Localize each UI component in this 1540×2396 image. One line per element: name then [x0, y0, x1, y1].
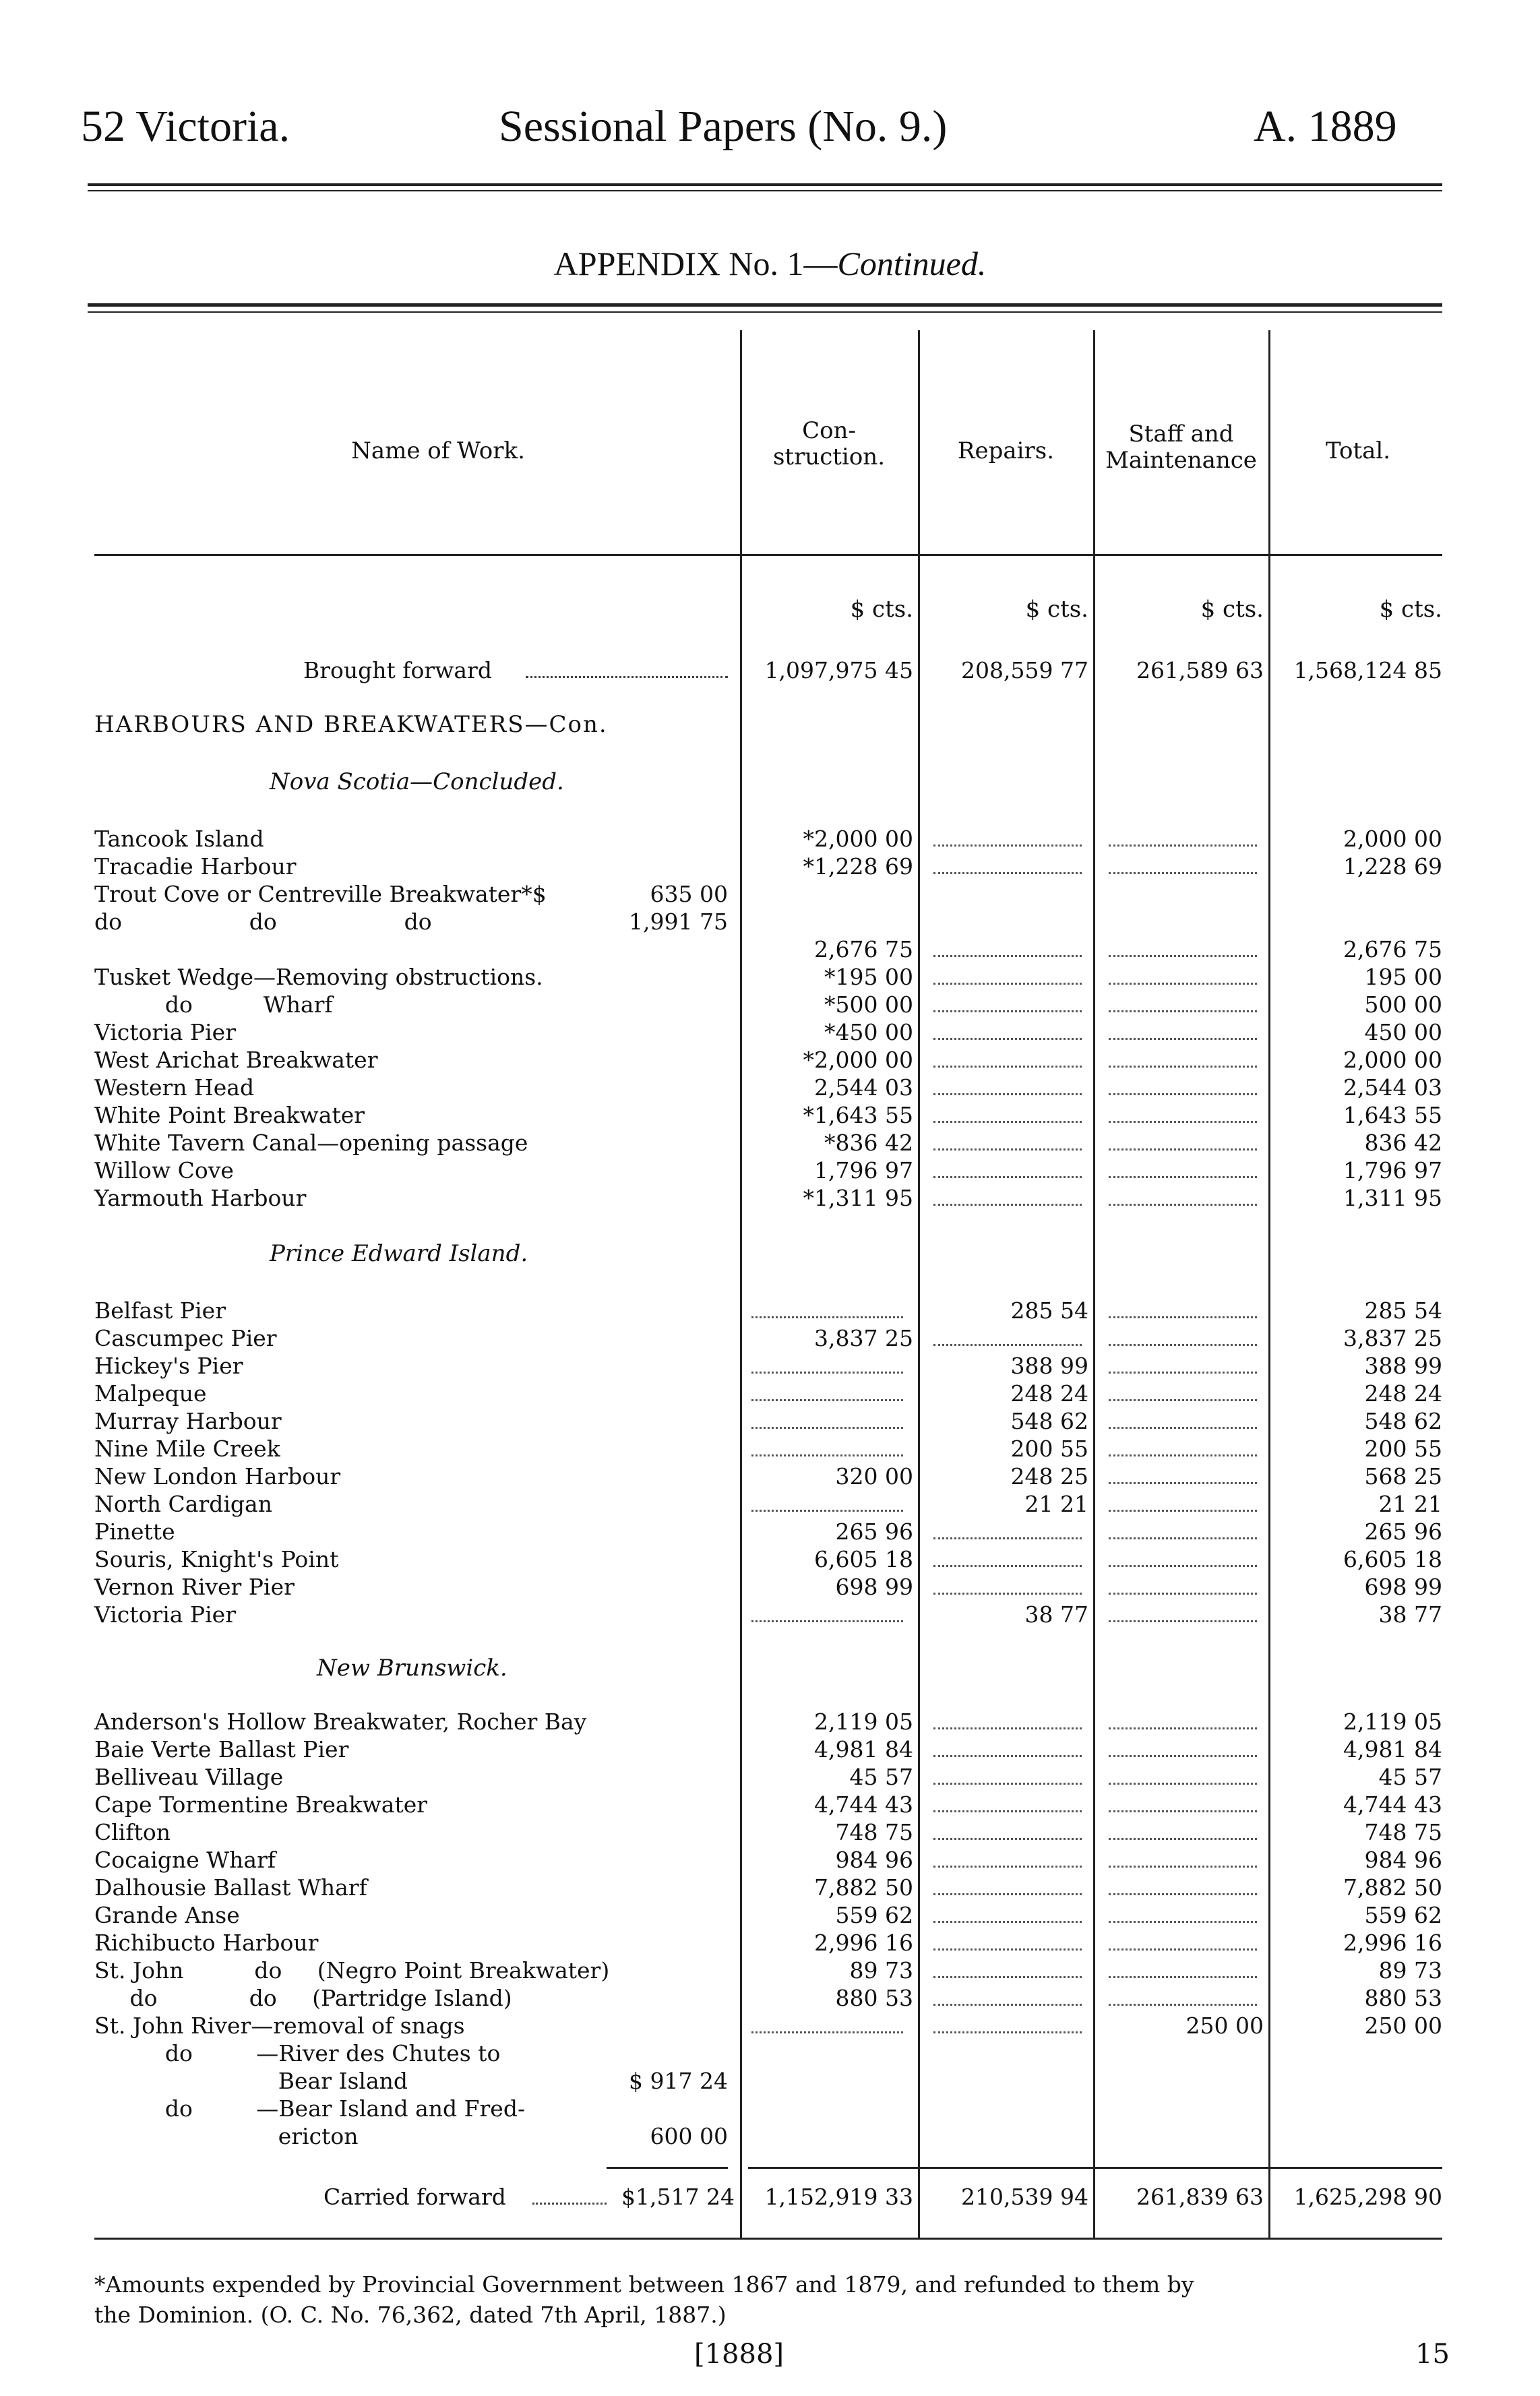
cell-repairs: 285 54	[1010, 1297, 1088, 1324]
unit-total: $ cts.	[1379, 596, 1442, 623]
cell-construction: 1,097,975 45	[764, 657, 913, 683]
work-name: Clifton	[94, 1819, 171, 1845]
dotted-leader	[1109, 1344, 1257, 1346]
dotted-leader	[1109, 1482, 1257, 1484]
dotted-leader	[1109, 872, 1257, 874]
cell-construction: 45 57	[849, 1764, 913, 1790]
dotted-leader	[1109, 1783, 1257, 1785]
dotted-leader	[1109, 844, 1257, 847]
cell-repairs: 210,539 94	[961, 2184, 1088, 2210]
table-row	[0, 1463, 1540, 1490]
table-row	[0, 881, 1540, 908]
cell-construction: 2,676 75	[814, 936, 913, 962]
footnote-line2: the Dominion. (O. C. No. 76,362, dated 7th April, 1887.)	[94, 2302, 727, 2328]
table-row	[0, 1157, 1540, 1184]
table-row	[0, 1902, 1540, 1929]
table-row	[0, 853, 1540, 880]
dotted-leader	[933, 1344, 1082, 1346]
cell-construction: 2,996 16	[814, 1930, 913, 1956]
dotted-leader	[1109, 1565, 1257, 1567]
unit-repairs: $ cts.	[1025, 596, 1088, 623]
cell-construction: 880 53	[835, 1985, 913, 2011]
dotted-leader	[933, 1148, 1082, 1150]
table-row	[0, 1047, 1540, 1074]
dotted-leader	[933, 1038, 1082, 1040]
dotted-leader	[751, 1372, 903, 1374]
dotted-leader	[1109, 1948, 1257, 1950]
header-rule	[88, 183, 1442, 186]
table-top-rule	[88, 303, 1442, 307]
cell-construction: *2,000 00	[803, 1047, 913, 1073]
table-row	[0, 1874, 1540, 1901]
table-row	[0, 1353, 1540, 1380]
cell-construction: *1,643 55	[803, 1102, 913, 1128]
dotted-leader	[1109, 1427, 1257, 1429]
table-row	[0, 1930, 1540, 1957]
table-row	[0, 1380, 1540, 1407]
table-row	[0, 1130, 1540, 1157]
work-name: Grande Anse	[94, 1902, 240, 1928]
cell-repairs: 248 24	[1010, 1380, 1088, 1407]
cell-construction: 748 75	[835, 1819, 913, 1845]
dotted-leader	[751, 2031, 903, 2033]
cell-repairs: 38 77	[1024, 1601, 1088, 1628]
dotted-leader	[1109, 1810, 1257, 1812]
dotted-leader	[933, 1810, 1082, 1812]
table-row	[0, 1709, 1540, 1735]
cell-total: 500 00	[1364, 991, 1442, 1018]
cell-construction: 984 96	[835, 1847, 913, 1873]
column-header-rule	[94, 554, 1442, 556]
dotted-leader	[1109, 1976, 1257, 1978]
cell-total: 2,119 05	[1343, 1709, 1442, 1735]
cell-construction: 1,796 97	[814, 1157, 913, 1184]
table-row	[0, 1102, 1540, 1129]
cell-repairs: 388 99	[1010, 1353, 1088, 1379]
dotted-leader	[933, 1976, 1082, 1978]
dotted-leader	[1109, 1038, 1257, 1040]
dotted-leader	[933, 1176, 1082, 1178]
work-name: Yarmouth Harbour	[94, 1185, 307, 1211]
cell-construction: 559 62	[835, 1902, 913, 1928]
dotted-leader	[1109, 1593, 1257, 1595]
dotted-leader	[933, 1204, 1082, 1206]
table-row	[0, 1574, 1540, 1601]
work-name: Victoria Pier	[94, 1019, 236, 1045]
work-name: ericton	[94, 2123, 359, 2149]
brought-forward-row: Brought forward 1,097,975 45 208,559 77 261,589 63 1,568,124 85	[303, 657, 1442, 683]
cell-total: 4,981 84	[1343, 1736, 1442, 1762]
cell-repairs: 248 25	[1010, 1463, 1088, 1489]
dotted-leader	[1109, 1537, 1257, 1539]
cell-construction: *195 00	[824, 964, 913, 990]
dotted-leader	[1109, 1921, 1257, 1923]
cell-total: 2,000 00	[1343, 1047, 1442, 1073]
work-name: Trout Cove or Centreville Breakwater*$	[94, 881, 547, 907]
table-row	[0, 1408, 1540, 1435]
cell-construction: 698 99	[835, 1574, 913, 1600]
dotted-leader	[1109, 1866, 1257, 1868]
appendix-title: APPENDIX No. 1—Continued.	[553, 245, 987, 282]
table-row	[0, 1819, 1540, 1846]
dotted-leader	[933, 872, 1082, 874]
table-row	[0, 1325, 1540, 1352]
dotted-leader	[1109, 1010, 1257, 1012]
dotted-leader	[751, 1316, 903, 1318]
dotted-leader	[751, 1510, 903, 1512]
cell-total: 89 73	[1378, 1957, 1442, 1984]
dotted-leader	[933, 1093, 1082, 1095]
dotted-leader	[933, 1593, 1082, 1595]
dotted-leader	[1109, 1838, 1257, 1840]
cell-total: 250 00	[1364, 2013, 1442, 2039]
table-row	[0, 936, 1540, 963]
dotted-leader	[1109, 1454, 1257, 1456]
dotted-leader	[1109, 1620, 1257, 1622]
page-number: 15	[1415, 2339, 1450, 2370]
header-rule-thin	[88, 190, 1442, 191]
inner-total-rule	[607, 2167, 728, 2169]
cell-inner: 1,991 75	[629, 909, 728, 935]
carried-forward-row: Carried forward $1,517 24 1,152,919 33 210,539 94 261,839 63 1,625,298 90	[324, 2184, 1442, 2210]
dotted-leader	[1109, 1121, 1257, 1123]
dotted-leader	[1109, 1204, 1257, 1206]
cell-total: 285 54	[1364, 1297, 1442, 1324]
cell-construction: 1,152,919 33	[764, 2184, 913, 2210]
cell-construction: 3,837 25	[814, 1325, 913, 1351]
cell-inner: 635 00	[650, 881, 728, 907]
work-name: Western Head	[94, 1074, 255, 1101]
column-header-construction: Con- struction.	[772, 417, 885, 471]
dotted-leader	[933, 2004, 1082, 2006]
dotted-leader	[933, 1893, 1082, 1895]
dotted-leader	[751, 1427, 903, 1429]
cell-repairs: 208,559 77	[961, 657, 1088, 683]
table-row	[0, 1185, 1540, 1212]
cell-construction: 4,981 84	[814, 1736, 913, 1762]
cell-total: 195 00	[1364, 964, 1442, 990]
work-name: Cape Tormentine Breakwater	[94, 1791, 428, 1818]
table-row	[0, 1791, 1540, 1818]
dotted-leader	[933, 1727, 1082, 1729]
nb-heading: New Brunswick.	[317, 1655, 507, 1682]
dotted-leader	[933, 955, 1082, 957]
cell-repairs: 548 62	[1010, 1408, 1088, 1434]
total-rule	[748, 2167, 1442, 2169]
table-row	[0, 2068, 1540, 2095]
dotted-leader	[1109, 1510, 1257, 1512]
column-header-repairs: Repairs.	[957, 437, 1055, 464]
work-name: do do (Partridge Island)	[94, 1985, 512, 2011]
dotted-leader	[751, 1620, 903, 1622]
table-row	[0, 1019, 1540, 1046]
table-row	[0, 826, 1540, 853]
table-row	[0, 1491, 1540, 1518]
cell-total: 7,882 50	[1343, 1874, 1442, 1901]
table-row	[0, 1601, 1540, 1628]
table-row	[0, 1764, 1540, 1791]
work-name: Souris, Knight's Point	[94, 1546, 339, 1572]
work-name: Cocaigne Wharf	[94, 1847, 276, 1873]
table-row	[0, 991, 1540, 1018]
cell-total: 748 75	[1364, 1819, 1442, 1845]
cell-total: 6,605 18	[1343, 1546, 1442, 1572]
nova-scotia-heading: Nova Scotia—Concluded.	[270, 768, 564, 795]
table-row	[0, 909, 1540, 935]
cell-construction: 2,544 03	[814, 1074, 913, 1101]
cell-staff: 250 00	[1185, 2013, 1264, 2039]
cell-construction: *1,311 95	[803, 1185, 913, 1211]
work-name: St. John River—removal of snags	[94, 2013, 465, 2039]
cell-construction: 265 96	[835, 1518, 913, 1545]
dotted-leader	[1109, 1372, 1257, 1374]
footnote-line1: *Amounts expended by Provincial Government between 1867 and 1879, and refunded to them by	[94, 2271, 1194, 2298]
work-name: West Arichat Breakwater	[94, 1047, 378, 1073]
work-name: Belfast Pier	[94, 1297, 226, 1324]
table-row	[0, 2123, 1540, 2150]
work-name: Malpeque	[94, 1380, 207, 1407]
cell-total: 1,643 55	[1343, 1102, 1442, 1128]
work-name: Tracadie Harbour	[94, 853, 297, 880]
dotted-leader	[933, 1066, 1082, 1068]
dotted-leader	[751, 1399, 903, 1401]
table-top-rule-thin	[88, 311, 1442, 313]
dotted-leader	[933, 1838, 1082, 1840]
cell-inner: $1,517 24	[621, 2184, 735, 2210]
cell-construction: *2,000 00	[803, 826, 913, 852]
cell-construction: *450 00	[824, 1019, 913, 1045]
table-row	[0, 1736, 1540, 1763]
dotted-leader	[1109, 1727, 1257, 1729]
cell-total: 2,996 16	[1343, 1930, 1442, 1956]
dotted-leader	[933, 1755, 1082, 1757]
work-name: Murray Harbour	[94, 1408, 282, 1434]
cell-total: 2,676 75	[1343, 936, 1442, 962]
table-row	[0, 2095, 1540, 2122]
cell-inner: $ 917 24	[629, 2068, 728, 2094]
dotted-leader	[1109, 983, 1257, 985]
page-footer-year: [1888]	[694, 2339, 784, 2370]
work-name: Hickey's Pier	[94, 1353, 243, 1379]
cell-total: 21 21	[1378, 1491, 1442, 1517]
table-row	[0, 1847, 1540, 1874]
cell-inner: 600 00	[650, 2123, 728, 2149]
cell-staff: 261,839 63	[1136, 2184, 1264, 2210]
cell-total: 984 96	[1364, 1847, 1442, 1873]
cell-total: 388 99	[1364, 1353, 1442, 1379]
header-session: 52 Victoria.	[81, 102, 290, 151]
cell-total: 265 96	[1364, 1518, 1442, 1545]
work-name: Baie Verte Ballast Pier	[94, 1736, 349, 1762]
cell-total: 450 00	[1364, 1019, 1442, 1045]
work-name: White Point Breakwater	[94, 1102, 365, 1128]
work-name: Vernon River Pier	[94, 1574, 295, 1600]
work-name: St. John do (Negro Point Breakwater)	[94, 1957, 610, 1984]
dotted-leader	[1109, 1066, 1257, 1068]
work-name: North Cardigan	[94, 1491, 272, 1517]
dotted-leader	[933, 1010, 1082, 1012]
dotted-leader	[933, 1866, 1082, 1868]
work-name: Belliveau Village	[94, 1764, 284, 1790]
section-heading: HARBOURS AND BREAKWATERS—Con.	[94, 711, 608, 738]
column-header-staff: Staff and Maintenance	[1105, 421, 1257, 474]
table-row	[0, 1074, 1540, 1101]
footer-rule	[94, 2238, 1442, 2240]
work-name: White Tavern Canal—opening passage	[94, 1130, 528, 1156]
work-name: Dalhousie Ballast Wharf	[94, 1874, 367, 1901]
work-name: Anderson's Hollow Breakwater, Rocher Bay	[94, 1709, 587, 1735]
work-name: Victoria Pier	[94, 1601, 236, 1628]
cell-total: 2,544 03	[1343, 1074, 1442, 1101]
cell-construction: 89 73	[849, 1957, 913, 1984]
cell-total: 1,796 97	[1343, 1157, 1442, 1184]
cell-repairs: 21 21	[1024, 1491, 1088, 1517]
work-name: Pinette	[94, 1518, 175, 1545]
cell-repairs: 200 55	[1010, 1436, 1088, 1462]
dotted-leader	[933, 1565, 1082, 1567]
work-name: do do do	[94, 909, 432, 935]
table-row	[0, 1297, 1540, 1324]
work-name: Richibucto Harbour	[94, 1930, 319, 1956]
cell-construction: 320 00	[835, 1463, 913, 1489]
work-name: Tancook Island	[94, 826, 264, 852]
table-row	[0, 1546, 1540, 1573]
dotted-leader	[1109, 2004, 1257, 2006]
dotted-leader	[933, 1537, 1082, 1539]
work-name: Tusket Wedge—Removing obstructions.	[94, 964, 543, 990]
cell-total: 1,625,298 90	[1293, 2184, 1442, 2210]
cell-total: 548 62	[1364, 1408, 1442, 1434]
table-row	[0, 2040, 1540, 2067]
cell-total: 1,311 95	[1343, 1185, 1442, 1211]
cell-total: 836 42	[1364, 1130, 1442, 1156]
cell-construction: 2,119 05	[814, 1709, 913, 1735]
cell-total: 698 99	[1364, 1574, 1442, 1600]
cell-total: 1,568,124 85	[1293, 657, 1442, 683]
dotted-leader	[933, 1783, 1082, 1785]
dotted-leader	[1109, 1176, 1257, 1178]
table-row	[0, 1436, 1540, 1463]
dotted-leader	[1109, 1755, 1257, 1757]
cell-total: 3,837 25	[1343, 1325, 1442, 1351]
table-row	[0, 1985, 1540, 2012]
cell-total: 38 77	[1378, 1601, 1442, 1628]
column-header-total: Total.	[1325, 437, 1391, 464]
work-name: Willow Cove	[94, 1157, 234, 1184]
cell-total: 559 62	[1364, 1902, 1442, 1928]
cell-construction: *836 42	[824, 1130, 913, 1156]
dotted-leader	[1109, 955, 1257, 957]
dotted-leader	[933, 1948, 1082, 1950]
dotted-leader	[751, 1454, 903, 1456]
dotted-leader	[1109, 1399, 1257, 1401]
dotted-leader	[933, 844, 1082, 847]
unit-construction: $ cts.	[850, 596, 913, 623]
column-header-name: Name of Work.	[351, 437, 525, 464]
cell-construction: *1,228 69	[803, 853, 913, 880]
table-row	[0, 964, 1540, 991]
work-name: do Wharf	[94, 991, 333, 1018]
cell-total: 200 55	[1364, 1436, 1442, 1462]
work-name: do —Bear Island and Fred-	[94, 2095, 526, 2122]
table-row	[0, 1518, 1540, 1545]
dotted-leader	[933, 2031, 1082, 2033]
work-name: New London Harbour	[94, 1463, 341, 1489]
dotted-leader	[933, 1921, 1082, 1923]
unit-staff: $ cts.	[1200, 596, 1264, 623]
cell-construction: 6,605 18	[814, 1546, 913, 1572]
dotted-leader	[1109, 1893, 1257, 1895]
dotted-leader	[933, 983, 1082, 985]
pei-heading: Prince Edward Island.	[270, 1240, 528, 1267]
cell-total: 4,744 43	[1343, 1791, 1442, 1818]
work-name: Nine Mile Creek	[94, 1436, 280, 1462]
cell-total: 568 25	[1364, 1463, 1442, 1489]
header-title: Sessional Papers (No. 9.)	[499, 102, 948, 151]
cell-total: 1,228 69	[1343, 853, 1442, 880]
table-row	[0, 2013, 1540, 2039]
cell-construction: 4,744 43	[814, 1791, 913, 1818]
cell-total: 248 24	[1364, 1380, 1442, 1407]
work-name: Bear Island	[94, 2068, 408, 2094]
dotted-leader	[1109, 1093, 1257, 1095]
cell-staff: 261,589 63	[1136, 657, 1264, 683]
dotted-leader	[1109, 1148, 1257, 1150]
dotted-leader	[1109, 1316, 1257, 1318]
cell-total: 880 53	[1364, 1985, 1442, 2011]
cell-total: 2,000 00	[1343, 826, 1442, 852]
cell-construction: *500 00	[824, 991, 913, 1018]
cell-construction: 7,882 50	[814, 1874, 913, 1901]
work-name: do —River des Chutes to	[94, 2040, 501, 2066]
table-row	[0, 1957, 1540, 1984]
work-name: Cascumpec Pier	[94, 1325, 277, 1351]
header-year: A. 1889	[1254, 102, 1397, 151]
dotted-leader	[933, 1121, 1082, 1123]
cell-total: 45 57	[1378, 1764, 1442, 1790]
